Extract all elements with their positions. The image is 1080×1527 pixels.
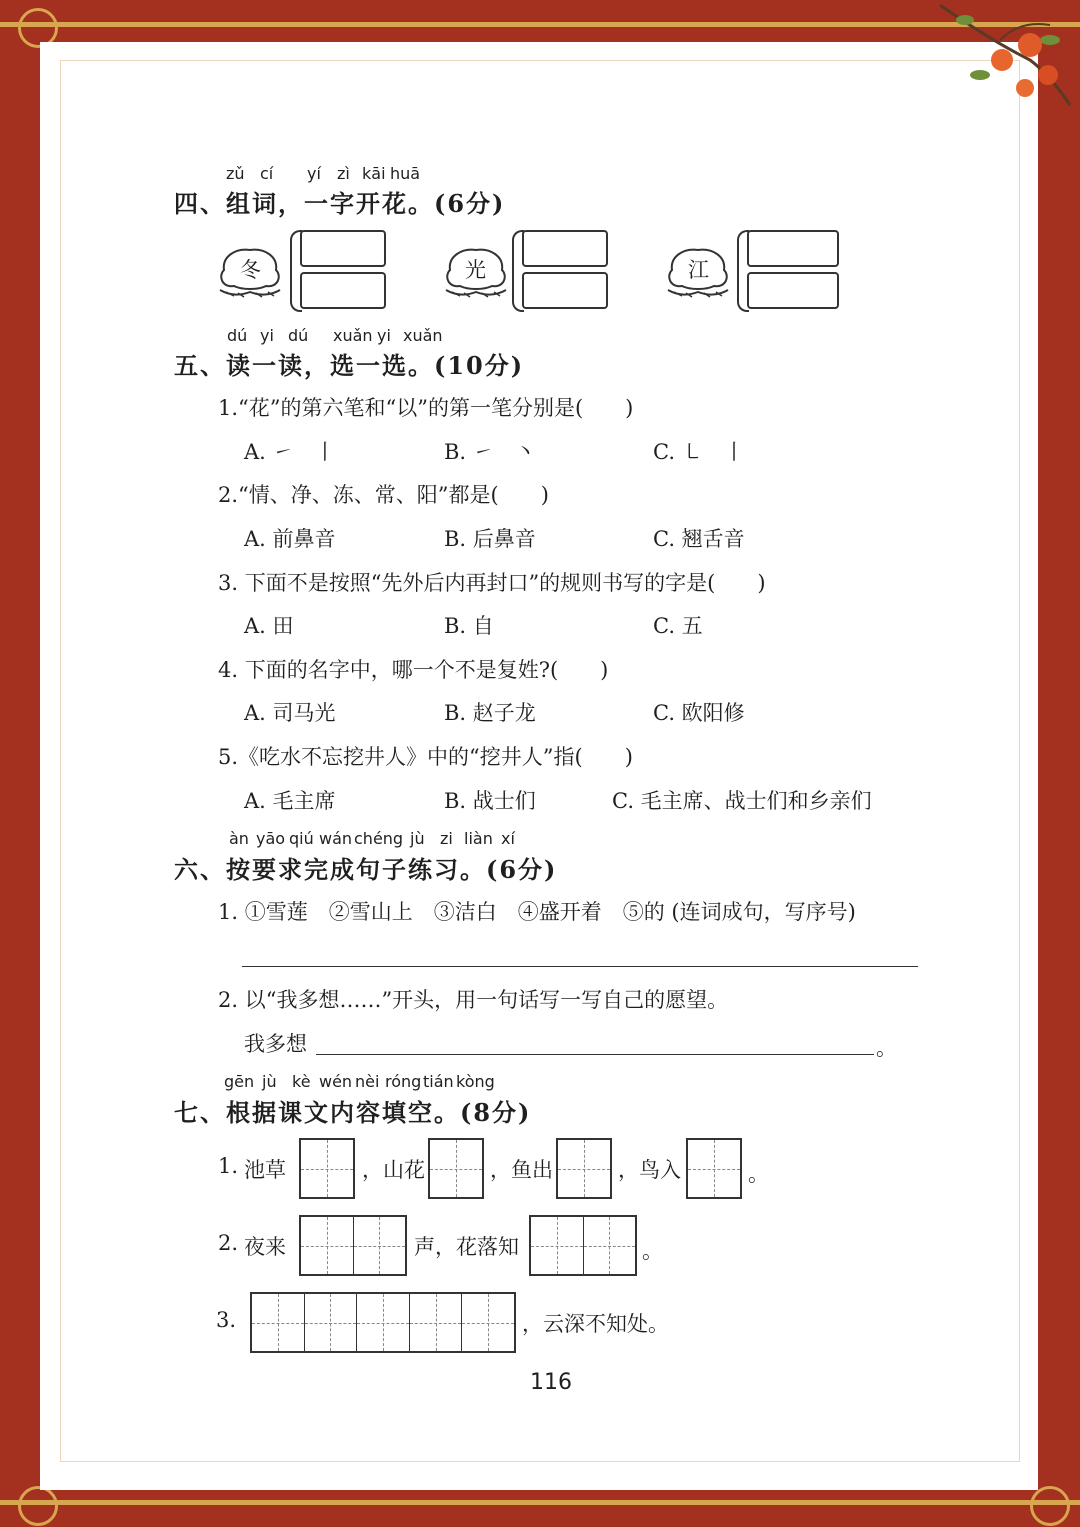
option-c[interactable]: C. 翘舌音 (653, 527, 745, 551)
section-heading: 四、组词，一字开花。(6分) (174, 189, 506, 218)
option-b[interactable]: B. ㇀ 丶 (444, 440, 536, 464)
question-text: 1. ①雪莲 ②雪山上 ③洁白 ④盛开着 ⑤的 (连词成句，写序号) (218, 900, 856, 924)
answer-prefix: 我多想 (244, 1032, 307, 1056)
pinyin: zi (440, 829, 453, 848)
section-heading: 五、读一读，选一选。(10分) (174, 351, 525, 380)
question-text: 5.《吃水不忘挖井人》中的“挖井人”指( ) (218, 745, 633, 769)
character-grid[interactable] (556, 1138, 612, 1199)
fill-text: ，云深不知处。 (522, 1312, 669, 1336)
option-a[interactable]: A. 田 (244, 614, 294, 638)
option-a[interactable]: A. 司马光 (244, 701, 336, 725)
pinyin: huā (390, 164, 421, 183)
pinyin: xuǎn (333, 326, 373, 345)
pinyin: liàn (464, 829, 493, 848)
answer-line[interactable] (242, 966, 918, 967)
pinyin: róng (385, 1072, 422, 1091)
pinyin: yāo (256, 829, 286, 848)
section-heading: 七、根据课文内容填空。(8分) (174, 1098, 532, 1127)
option-a[interactable]: A. ㇀ 丨 (244, 440, 336, 464)
question-text: 2.“情、净、冻、常、阳”都是( ) (218, 483, 549, 507)
section-heading: 六、按要求完成句子练习。(6分) (174, 855, 558, 884)
pinyin: dú (288, 326, 309, 345)
option-b[interactable]: B. 战士们 (444, 789, 536, 813)
option-b[interactable]: B. 自 (444, 614, 494, 638)
answer-box[interactable] (300, 272, 386, 309)
pinyin: kè (292, 1072, 311, 1091)
answer-box[interactable] (522, 272, 608, 309)
pinyin: tián (423, 1072, 454, 1091)
option-c[interactable]: C. 欧阳修 (653, 701, 745, 725)
period: 。 (748, 1162, 769, 1186)
line-number: 3. (216, 1308, 237, 1332)
option-b[interactable]: B. 后鼻音 (444, 527, 536, 551)
pinyin: xuǎn (403, 326, 443, 345)
question-text: 2. 以“我多想……”开头，用一句话写一写自己的愿望。 (218, 988, 729, 1012)
character-grid[interactable] (250, 1292, 516, 1353)
pinyin: gēn (224, 1072, 255, 1091)
pinyin: kāi (362, 164, 386, 183)
pinyin: jù (410, 829, 425, 848)
fill-text: ，山花 (362, 1158, 425, 1182)
pinyin: yi (377, 326, 391, 345)
pinyin: chéng (354, 829, 404, 848)
answer-box[interactable] (747, 272, 839, 309)
pinyin: zì (337, 164, 350, 183)
pinyin: wán (319, 829, 353, 848)
character-grid[interactable] (529, 1215, 637, 1276)
fill-text: ，鸟入 (618, 1158, 681, 1182)
persimmon-branch-icon (930, 0, 1080, 115)
flower-char: 光 (465, 258, 486, 282)
answer-box[interactable] (300, 230, 386, 267)
pinyin: kòng (456, 1072, 495, 1091)
period: 。 (642, 1239, 663, 1263)
answer-box[interactable] (522, 230, 608, 267)
fill-text: ，鱼出 (490, 1158, 553, 1182)
flower-char: 江 (688, 258, 709, 282)
top-gold-border (0, 22, 1080, 27)
fill-text: 声，花落知 (414, 1235, 519, 1259)
bottom-gold-border (0, 1500, 1080, 1505)
pinyin: àn (229, 829, 249, 848)
pinyin: cí (260, 164, 274, 183)
character-grid[interactable] (299, 1215, 407, 1276)
question-text: 3. 下面不是按照“先外后内再封口”的规则书写的字是( ) (218, 571, 766, 595)
line-number: 2. (218, 1231, 239, 1255)
fill-text: 夜来 (244, 1235, 286, 1259)
pinyin: yi (260, 326, 274, 345)
pinyin: jù (262, 1072, 277, 1091)
pinyin: wén (319, 1072, 353, 1091)
option-a[interactable]: A. 毛主席 (244, 789, 336, 813)
answer-line[interactable] (316, 1054, 874, 1055)
character-grid[interactable] (686, 1138, 742, 1199)
question-text: 4. 下面的名字中，哪一个不是复姓?( ) (218, 658, 609, 682)
pinyin: yí (307, 164, 321, 183)
pinyin: xí (501, 829, 515, 848)
option-c[interactable]: C. ㇄ 丨 (653, 440, 745, 464)
option-c[interactable]: C. 五 (653, 614, 703, 638)
answer-box[interactable] (747, 230, 839, 267)
corner-swirl-icon (1030, 1486, 1070, 1526)
question-text: 1.“花”的第六笔和“以”的第一笔分别是( ) (218, 396, 634, 420)
option-b[interactable]: B. 赵子龙 (444, 701, 536, 725)
pinyin: nèi (355, 1072, 380, 1091)
option-c[interactable]: C. 毛主席、战士们和乡亲们 (612, 789, 872, 813)
period: 。 (876, 1036, 897, 1060)
flower-char: 冬 (240, 258, 261, 282)
character-grid[interactable] (428, 1138, 484, 1199)
pinyin: qiú (289, 829, 314, 848)
option-a[interactable]: A. 前鼻音 (244, 527, 336, 551)
page-number: 116 (530, 1370, 572, 1395)
corner-swirl-icon (18, 1486, 58, 1526)
character-grid[interactable] (299, 1138, 355, 1199)
line-number: 1. (218, 1154, 239, 1178)
pinyin: dú (227, 326, 248, 345)
pinyin: zǔ (226, 164, 245, 183)
fill-text: 池草 (244, 1158, 286, 1182)
